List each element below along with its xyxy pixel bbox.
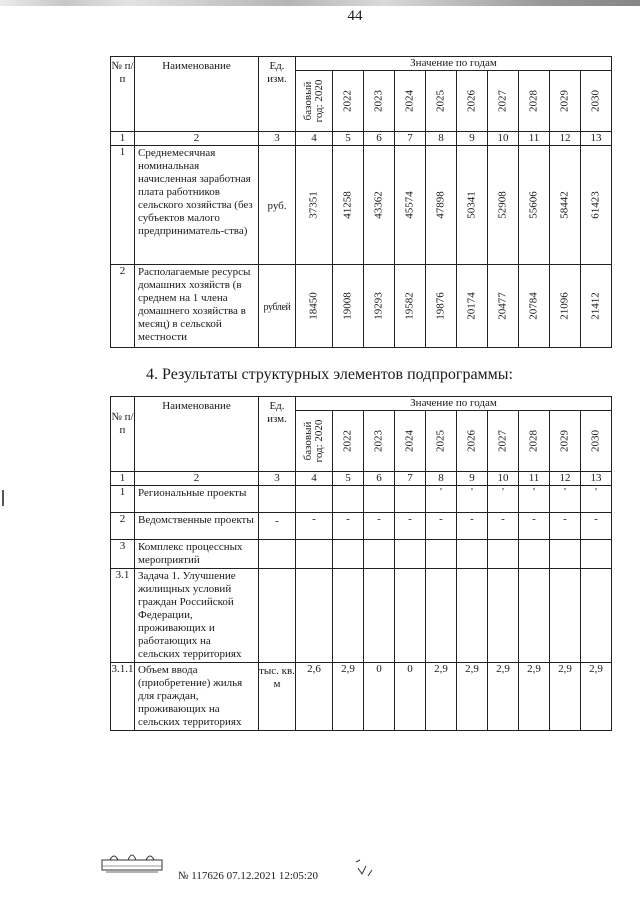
- year-label: 2026: [465, 90, 478, 112]
- value-cell: [519, 540, 550, 569]
- section-title: 4. Результаты структурных элементов подпрограммы:: [146, 366, 513, 383]
- year-header: [333, 71, 364, 132]
- value-cell: [296, 265, 333, 348]
- year-header: [581, 411, 612, 472]
- value-cell: -: [364, 513, 395, 540]
- value-text: 37351: [307, 191, 320, 219]
- binder-mark: [2, 490, 4, 506]
- year-label: 2024: [403, 90, 416, 112]
- value-cell: [333, 486, 364, 513]
- value-cell: [333, 569, 364, 663]
- year-header: [519, 411, 550, 472]
- column-index: 11: [519, 132, 550, 146]
- col-name-header: Наименование: [135, 397, 259, 472]
- year-header: [364, 71, 395, 132]
- scan-edge: [0, 0, 640, 6]
- column-index: 10: [488, 132, 519, 146]
- value-text: 20477: [496, 292, 509, 320]
- value-text: 20784: [527, 292, 540, 320]
- value-cell: [333, 265, 364, 348]
- row-unit: [259, 540, 296, 569]
- value-cell: ': [488, 486, 519, 513]
- value-cell: -: [296, 513, 333, 540]
- table-row: [111, 663, 612, 731]
- column-index: 7: [395, 472, 426, 486]
- value-text: 50341: [465, 191, 478, 219]
- table-row: [111, 569, 612, 663]
- value-cell: ': [550, 486, 581, 513]
- value-cell: ': [519, 486, 550, 513]
- year-label: 2026: [465, 430, 478, 452]
- year-header: [457, 411, 488, 472]
- value-cell: [519, 569, 550, 663]
- value-cell: [333, 146, 364, 265]
- value-cell: ': [457, 486, 488, 513]
- value-cell: -: [519, 513, 550, 540]
- value-cell: [395, 265, 426, 348]
- value-cell: [364, 540, 395, 569]
- column-index: 1: [111, 472, 135, 486]
- column-index: 10: [488, 472, 519, 486]
- value-cell: [364, 265, 395, 348]
- column-index: 12: [550, 132, 581, 146]
- value-cell: [581, 540, 612, 569]
- value-cell: [296, 540, 333, 569]
- value-text: 18450: [307, 292, 320, 320]
- col-name-header: Наименование: [135, 57, 259, 132]
- year-header: [457, 71, 488, 132]
- value-cell: -: [426, 513, 457, 540]
- col-unit-header: Ед. изм.: [259, 57, 296, 132]
- year-header: [333, 411, 364, 472]
- results-table: [110, 396, 612, 731]
- col-unit-header: Ед. изм.: [259, 397, 296, 472]
- value-cell: [395, 146, 426, 265]
- row-name: Региональные проекты: [135, 486, 259, 513]
- row-unit: [259, 486, 296, 513]
- value-cell: [395, 540, 426, 569]
- value-cell: -: [333, 513, 364, 540]
- value-cell: [333, 540, 364, 569]
- value-cell: [296, 486, 333, 513]
- row-number: 3.1: [111, 569, 135, 663]
- value-cell: [488, 265, 519, 348]
- column-index: 1: [111, 132, 135, 146]
- row-number: 2: [111, 265, 135, 348]
- value-cell: [550, 146, 581, 265]
- indicators-table: [110, 56, 612, 348]
- value-cell: -: [395, 513, 426, 540]
- value-text: 20174: [465, 292, 478, 320]
- column-index: 9: [457, 472, 488, 486]
- value-cell: [550, 265, 581, 348]
- value-cell: -: [488, 513, 519, 540]
- value-cell: [457, 265, 488, 348]
- value-cell: 2,6: [296, 663, 333, 731]
- value-cell: [457, 569, 488, 663]
- column-index: 13: [581, 132, 612, 146]
- value-cell: -: [550, 513, 581, 540]
- value-cell: 2,9: [457, 663, 488, 731]
- row-name: Ведомственные проекты: [135, 513, 259, 540]
- row-name: Объем ввода (приобретение) жилья для граждан, проживающих на сельских территориях: [135, 663, 259, 731]
- value-cell: [426, 265, 457, 348]
- column-index: 8: [426, 132, 457, 146]
- value-cell: [395, 569, 426, 663]
- year-header: [395, 71, 426, 132]
- value-text: 58442: [558, 191, 571, 219]
- signature-scribble: [352, 854, 378, 884]
- column-index: 7: [395, 132, 426, 146]
- year-header: [426, 411, 457, 472]
- year-label: 2029: [558, 430, 571, 452]
- year-header: [364, 411, 395, 472]
- col-no-header: № п/п: [111, 57, 135, 132]
- value-text: 21096: [558, 292, 571, 320]
- index-row: [111, 132, 612, 146]
- value-cell: [488, 540, 519, 569]
- col-no-header: № п/п: [111, 397, 135, 472]
- column-index: 13: [581, 472, 612, 486]
- value-text: 19293: [372, 292, 385, 320]
- year-header: [395, 411, 426, 472]
- value-cell: 2,9: [550, 663, 581, 731]
- year-label: 2025: [434, 90, 447, 112]
- row-number: 3.1.1: [111, 663, 135, 731]
- column-index: 2: [135, 472, 259, 486]
- value-cell: 2,9: [519, 663, 550, 731]
- table-row: [111, 486, 612, 513]
- value-text: 21412: [589, 292, 602, 320]
- year-label: 2023: [372, 90, 385, 112]
- value-cell: [426, 146, 457, 265]
- value-cell: 2,9: [581, 663, 612, 731]
- value-text: 19876: [434, 292, 447, 320]
- row-unit: рублей: [259, 265, 296, 348]
- value-text: 55606: [527, 191, 540, 219]
- year-label: 2024: [403, 430, 416, 452]
- row-unit: тыс. кв. м: [259, 663, 296, 731]
- column-index: 12: [550, 472, 581, 486]
- table-row: [111, 265, 612, 348]
- row-unit: -: [259, 513, 296, 540]
- year-label: 2027: [496, 90, 509, 112]
- value-cell: [519, 265, 550, 348]
- year-label: 2027: [496, 430, 509, 452]
- value-cell: [457, 540, 488, 569]
- year-label: 2029: [558, 90, 571, 112]
- year-label: базовый год: 2020: [302, 419, 325, 463]
- value-cell: [364, 569, 395, 663]
- value-cell: [488, 146, 519, 265]
- column-index: 6: [364, 132, 395, 146]
- year-header: [519, 71, 550, 132]
- value-cell: [296, 146, 333, 265]
- year-header: [581, 71, 612, 132]
- row-name: Задача 1. Улучшение жилищных условий граждан Российской Федерации, проживающих и работающих на сельских территориях: [135, 569, 259, 663]
- column-index: 6: [364, 472, 395, 486]
- column-index: 5: [333, 472, 364, 486]
- value-cell: -: [457, 513, 488, 540]
- year-label: 2022: [341, 430, 354, 452]
- year-label: 2022: [341, 90, 354, 112]
- column-index: 4: [296, 132, 333, 146]
- year-header: [296, 411, 333, 472]
- value-cell: [581, 146, 612, 265]
- value-text: 41258: [341, 191, 354, 219]
- page-number: 44: [347, 8, 363, 24]
- header-row: [111, 397, 612, 411]
- table-row: [111, 146, 612, 265]
- value-text: 45574: [403, 191, 416, 219]
- column-index: 2: [135, 132, 259, 146]
- column-index: 11: [519, 472, 550, 486]
- value-text: 19582: [403, 292, 416, 320]
- value-cell: 0: [395, 663, 426, 731]
- footer: [100, 850, 640, 890]
- row-name: Располагаемые ресурсы домашних хозяйств (в среднем на 1 члена домашнего хозяйства в месяц) в сельской местности: [135, 265, 259, 348]
- year-header: [550, 71, 581, 132]
- value-text: 52908: [496, 191, 509, 219]
- year-label: 2028: [527, 430, 540, 452]
- value-cell: [457, 146, 488, 265]
- value-cell: [426, 569, 457, 663]
- year-label: 2025: [434, 430, 447, 452]
- value-cell: [488, 569, 519, 663]
- column-index: 3: [259, 472, 296, 486]
- year-label: 2030: [589, 90, 602, 112]
- value-cell: [395, 486, 426, 513]
- value-cell: 0: [364, 663, 395, 731]
- row-number: 2: [111, 513, 135, 540]
- year-label: 2028: [527, 90, 540, 112]
- value-cell: ': [426, 486, 457, 513]
- value-cell: [519, 146, 550, 265]
- column-index: 3: [259, 132, 296, 146]
- year-header: [296, 71, 333, 132]
- column-index: 8: [426, 472, 457, 486]
- value-text: 47898: [434, 191, 447, 219]
- document-stamp: № 117626 07.12.2021 12:05:20: [178, 870, 318, 882]
- col-values-header: Значение по годам: [296, 57, 612, 71]
- header-row: [111, 57, 612, 71]
- emblem-logo: [100, 850, 164, 874]
- value-cell: 2,9: [488, 663, 519, 731]
- value-cell: 2,9: [333, 663, 364, 731]
- row-name: Комплекс процессных мероприятий: [135, 540, 259, 569]
- col-values-header: Значение по годам: [296, 397, 612, 411]
- year-header: [488, 71, 519, 132]
- value-text: 43362: [372, 191, 385, 219]
- year-header: [550, 411, 581, 472]
- column-index: 9: [457, 132, 488, 146]
- table-row: [111, 540, 612, 569]
- column-index: 5: [333, 132, 364, 146]
- year-header: [488, 411, 519, 472]
- value-cell: [581, 265, 612, 348]
- year-header: [426, 71, 457, 132]
- value-cell: [364, 486, 395, 513]
- value-cell: [364, 146, 395, 265]
- year-label: базовый год: 2020: [302, 79, 325, 123]
- value-cell: [550, 540, 581, 569]
- value-cell: [426, 540, 457, 569]
- value-text: 61423: [589, 191, 602, 219]
- value-cell: -: [581, 513, 612, 540]
- value-cell: [296, 569, 333, 663]
- row-unit: [259, 569, 296, 663]
- value-cell: 2,9: [426, 663, 457, 731]
- row-unit: руб.: [259, 146, 296, 265]
- row-name: Среднемесячная номинальная начисленная заработная плата работников сельского хозяйства (без субъектов малого предприниматель-ства): [135, 146, 259, 265]
- row-number: 1: [111, 146, 135, 265]
- table-row: [111, 513, 612, 540]
- year-label: 2023: [372, 430, 385, 452]
- year-label: 2030: [589, 430, 602, 452]
- value-text: 19008: [341, 292, 354, 320]
- index-row: [111, 472, 612, 486]
- value-cell: [581, 569, 612, 663]
- row-number: 1: [111, 486, 135, 513]
- value-cell: ': [581, 486, 612, 513]
- column-index: 4: [296, 472, 333, 486]
- row-number: 3: [111, 540, 135, 569]
- value-cell: [550, 569, 581, 663]
